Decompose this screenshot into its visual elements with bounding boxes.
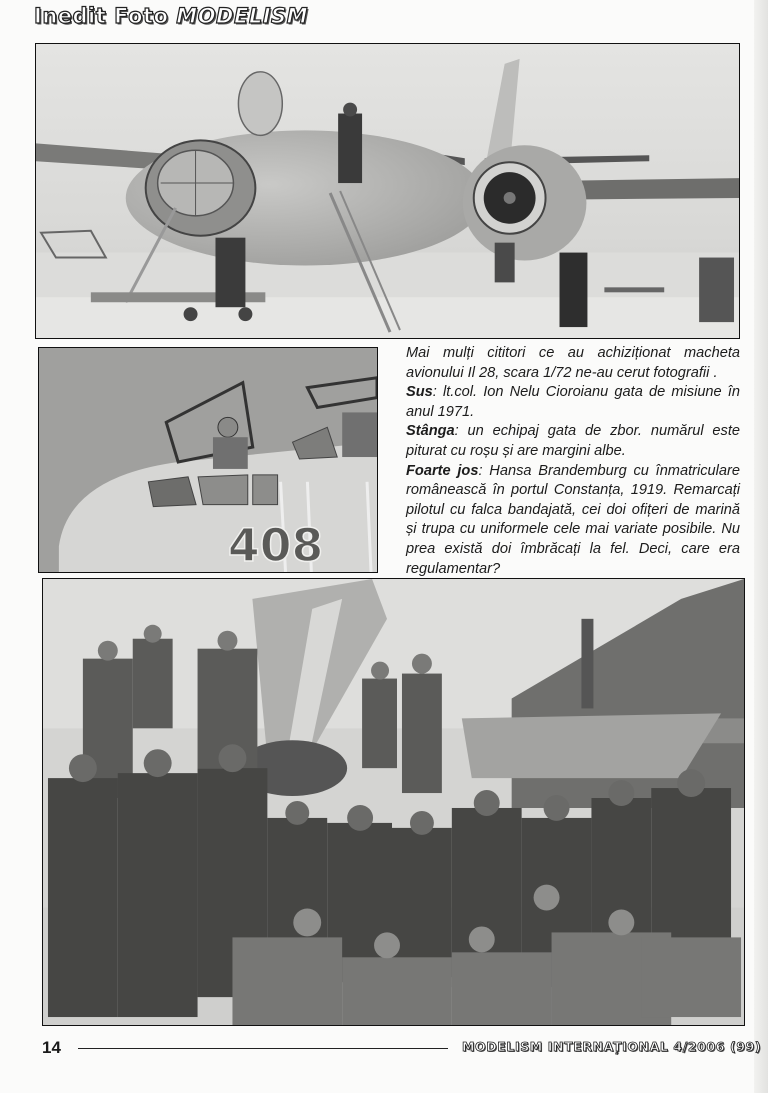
group-photo-illustration — [43, 579, 744, 1025]
page-edge-shadow — [754, 0, 768, 1093]
il28-photo-illustration — [36, 44, 739, 338]
section-title — [34, 4, 308, 28]
caption-text: : Hansa Brandemburg cu înmatriculare românească în portul Constanța, 1919. Remarcați pilotul cu falca bandajată, cei doi ofițeri de marină și trupa cu uniformele cele mai variate posibile. Nu prea există doi îmbrăcați la fel. Deci, care era regulamentar? — [406, 462, 740, 577]
caption-text: : un echipaj gata de zbor. numărul este piturat cu roșu și are margini albe. — [406, 423, 740, 459]
caption-label: Stânga — [406, 423, 455, 440]
photo-crew-408 — [38, 347, 378, 573]
footer-divider — [78, 1048, 448, 1049]
photo-il28-bomber — [35, 43, 740, 339]
aircraft-number: 408 — [227, 519, 324, 572]
page-number: 14 — [42, 1038, 61, 1057]
caption-intro: Mai mulți cititori ce au achiziționat macheta avionului Il 28, scara 1/72 ne-au cerut fotografii . — [406, 345, 740, 381]
section-title-part2: MODELISM — [176, 4, 309, 28]
caption-item-sus — [406, 383, 740, 422]
photo-caption — [406, 344, 740, 579]
caption-item-stanga — [406, 422, 740, 461]
caption-text: : lt.col. Ion Nelu Cioroianu gata de misiune în anul 1971. — [406, 384, 740, 420]
caption-label: Foarte jos — [406, 462, 479, 479]
page-footer — [0, 1030, 768, 1066]
photo-hansa-brandenburg-group — [42, 578, 745, 1026]
publication-name: MODELISM INTERNAȚIONAL 4/2006 (99) — [462, 1039, 762, 1054]
caption-label: Sus — [406, 384, 433, 401]
section-title-part1: Inedit Foto — [34, 4, 177, 28]
cockpit-photo-illustration — [39, 348, 377, 572]
caption-item-foarte-jos — [406, 462, 740, 580]
